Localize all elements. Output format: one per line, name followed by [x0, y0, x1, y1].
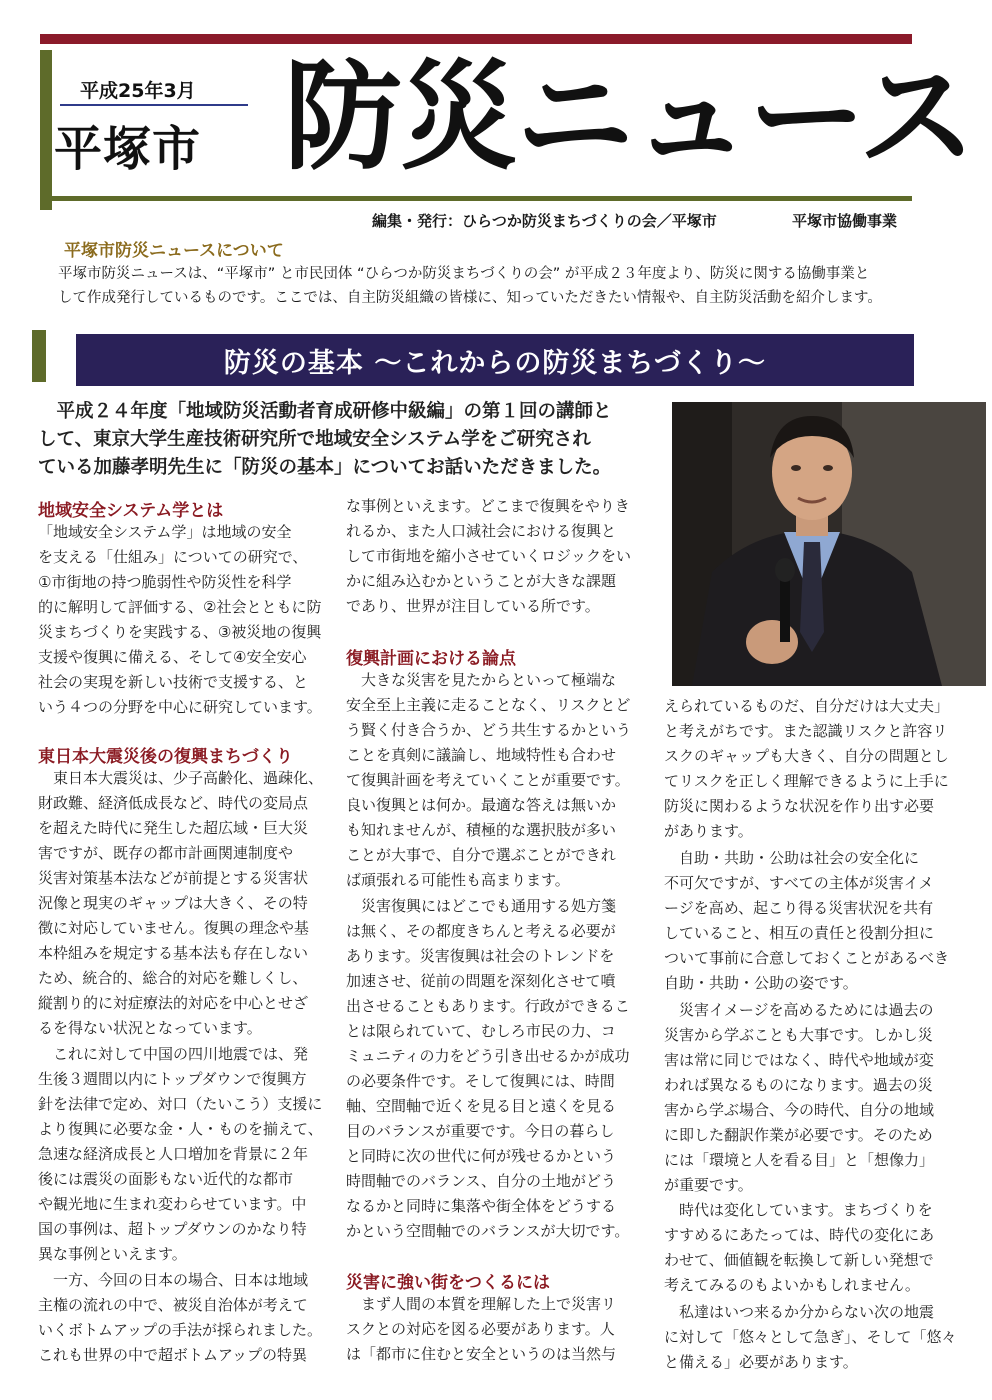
heading-reconstruction-planning: 復興計画における論点: [346, 649, 516, 669]
paragraph-regional-safety-systems: [38, 520, 338, 720]
lead-line: して、東京大学生産技術研究所で地域安全システム学をご研究され: [38, 429, 591, 450]
text-line: 時間軸でのバランス、自分の土地がどう: [346, 1172, 617, 1190]
text-line: 出させることもあります。行政ができるこ: [346, 997, 630, 1015]
text-line: 考えてみるのもよいかもしれません。: [664, 1276, 920, 1294]
text-line: 害ですが、既存の都市計画関連制度や: [38, 844, 294, 862]
text-line: 支援や復興に備える、そして④安全安心: [38, 648, 307, 666]
paragraph-reconstruction-1: [38, 766, 338, 1041]
text-line: 害は常に同じではなく、時代や地域が変: [664, 1051, 934, 1069]
about-line: 平塚市防災ニュースは、“平塚市” と市民団体 “ひらつか防災まちづくりの会” が平成２３年度より、防災に関する協働事業と: [58, 266, 870, 282]
text-line: なるかと同時に集落や街全体をどうする: [346, 1197, 617, 1215]
text-line: 的に解明して評価する、②社会とともに防: [38, 598, 322, 616]
text-line: して市街地を縮小させていくロジックをい: [346, 547, 632, 565]
text-line: かに組み込むかということが大きな課題: [346, 572, 617, 590]
text-line: 目のバランスが重要です。今日の暮らし: [346, 1122, 615, 1140]
text-line: 急速な経済成長と人口増加を背景に２年: [38, 1145, 309, 1163]
city-name: 平塚市: [54, 121, 202, 177]
text-line: 「地域安全システム学」は地域の安全: [38, 523, 292, 541]
publisher-line: 編集・発行：ひらつか防災まちづくりの会／平塚市: [372, 212, 717, 230]
text-line: 後には震災の面影もない近代的な都市: [38, 1170, 294, 1188]
newsletter-title: 防災ニュース: [284, 48, 975, 186]
paragraph-reconstruction-2: [38, 1042, 338, 1267]
text-line: であり、世界が注目している所です。: [346, 597, 600, 615]
text-line: 徴に対応していません。復興の理念や基: [38, 919, 309, 937]
text-line: や観光地に生まれ変わらせています。中: [38, 1195, 307, 1213]
text-line: 針を法律で定め、対口（たいこう）支援に: [38, 1095, 323, 1113]
text-line: 財政難、経済低成長など、時代の変局点: [38, 794, 309, 812]
text-line: 災害イメージを高めるためには過去の: [679, 1001, 934, 1019]
text-line: 一方、今回の日本の場合、日本は地域: [53, 1271, 309, 1289]
text-line: われば異なるものになります。過去の災: [664, 1076, 933, 1094]
text-line: を支える「仕組み」についての研究で、: [38, 548, 308, 566]
heading-great-east-japan-reconstruction: 東日本大震災後の復興まちづくり: [38, 747, 293, 767]
text-line: 時代は変化しています。まちづくりを: [679, 1201, 933, 1219]
text-line: 東日本大震災は、少子高齢化、過疎化、: [53, 769, 324, 787]
text-line: 良い復興とは何か。最適な答えは無いか: [346, 796, 617, 814]
text-line: ①市街地の持つ脆弱性や防災性を科学: [38, 573, 292, 591]
text-line: 本枠組みを規定する基本法も存在しない: [38, 944, 309, 962]
text-line: と考えがちです。また認識リスクと許容リ: [664, 722, 948, 740]
text-line: より復興に必要な金・人・ものを揃えて、: [38, 1120, 323, 1138]
paragraph-planning-1: [346, 668, 636, 893]
text-line: いう４つの分野を中心に研究しています。: [38, 698, 322, 716]
text-line: な事例といえます。どこまで復興をやりき: [346, 497, 630, 515]
text-line: ことが大事で、自分で選ぶことができれ: [346, 846, 616, 864]
header-top-bar: [40, 34, 912, 44]
text-line: に即した翻訳作業が必要です。そのため: [664, 1126, 933, 1144]
lecturer-illustration: [672, 402, 986, 686]
text-line: ため、統合的、総合的対応を難しくし、: [38, 969, 308, 987]
text-line: あります。災害復興は社会のトレンドを: [346, 947, 615, 965]
date-underline: [60, 104, 248, 106]
paragraph-risk-5: [664, 1300, 960, 1375]
text-line: るを得ない状況となっています。: [38, 1019, 262, 1037]
lead-paragraph: [38, 398, 638, 482]
text-line: と同時に次の世代に何が残せるかという: [346, 1147, 617, 1165]
text-line: ついて事前に合意しておくことがあるべき: [664, 949, 950, 967]
text-line: 自助・共助・公助は社会の安全化に: [679, 849, 920, 867]
text-line: 社会の実現を新しい技術で支援する、と: [38, 673, 309, 691]
paragraph-planning-2: [346, 894, 636, 1244]
section-title: 防災の基本 〜これからの防災まちづくり〜: [76, 334, 914, 386]
header-left-accent: [40, 50, 52, 210]
text-line: を超えた時代に発生した超広域・巨大災: [38, 819, 309, 837]
text-line: の必要条件です。そして復興には、時間: [346, 1072, 615, 1090]
header-bottom-rule: [52, 196, 912, 201]
text-line: ミュニティの力をどう引き出せるかが成功: [346, 1047, 630, 1065]
text-line: 生後３週間以内にトップダウンで復興方: [38, 1070, 307, 1088]
paragraph-reconstruction-3: [38, 1268, 338, 1368]
text-line: は無く、その都度きちんと考える必要が: [346, 922, 616, 940]
text-line: 災害から学ぶことも大事です。しかし災: [664, 1026, 933, 1044]
text-line: 況像と現実のギャップは大きく、その特: [38, 894, 308, 912]
lead-line: ている加藤孝明先生に「防災の基本」についてお話いただきました。: [38, 457, 612, 478]
text-line: には「環境と人を看る目」と「想像力」: [664, 1151, 935, 1169]
paragraph-risk-4: [664, 1198, 960, 1298]
section-marker: [32, 330, 46, 382]
paragraph-resilient-city: [346, 1292, 636, 1367]
text-line: 災害対策基本法などが前提とする災害状: [38, 869, 309, 887]
lead-line: 平成２４年度「地域防災活動者育成研修中級編」の第１回の講師と: [38, 401, 612, 422]
text-line: 大きな災害を見たからといって極端な: [361, 671, 617, 689]
text-line: とは限られていて、むしろ市民の力、コ: [346, 1022, 616, 1040]
text-line: てリスクを正しく理解できるように上手に: [664, 772, 949, 790]
text-line: う賢く付き合うか、どう共生するかという: [346, 721, 632, 739]
text-line: に対して「悠々として急ぎ」、そして「悠々: [664, 1328, 957, 1346]
lecturer-photo: [672, 402, 986, 686]
text-line: が重要です。: [664, 1176, 753, 1194]
text-line: ば頑張れる可能性も高まります。: [346, 871, 570, 889]
text-line: スクとの対応を図る必要があります。人: [346, 1320, 615, 1338]
about-line: して作成発行しているものです。ここでは、自主防災組織の皆様に、知っていただきたい情報や、自主防災活動を紹介します。: [58, 290, 882, 306]
text-line: いくボトムアップの手法が採られました。: [38, 1321, 322, 1339]
paragraph-risk-2: [664, 846, 960, 996]
text-line: 害から学ぶ場合、今の時代、自分の地域: [664, 1101, 935, 1119]
text-line: て復興計画を考えていくことが重要です。: [346, 771, 630, 789]
text-line: スクのギャップも大きく、自分の問題とし: [664, 747, 949, 765]
text-line: と備える」必要があります。: [664, 1353, 858, 1371]
text-line: 縦割り的に対症療法的対応を中心とせざ: [38, 994, 309, 1012]
text-line: は「都市に住むと安全というのは当然与: [346, 1345, 617, 1363]
text-line: ことを真剣に議論し、地域特性も合わせ: [346, 746, 617, 764]
about-heading: 平塚市防災ニュースについて: [64, 241, 284, 261]
paragraph-risk-1: [664, 694, 960, 844]
cooperation-label: 平塚市協働事業: [792, 212, 898, 230]
text-line: 防災に関わるような状況を作り出す必要: [664, 797, 935, 815]
text-line: も知れませんが、積極的な選択肢が多い: [346, 821, 617, 839]
text-line: まず人間の本質を理解した上で災害リ: [361, 1295, 617, 1313]
text-line: ージを高め、起こり得る災害状況を共有: [664, 899, 934, 917]
text-line: わせて、価値観を転換して新しい発想で: [664, 1251, 934, 1269]
text-line: かという空間軸でのバランスが大切です。: [346, 1222, 630, 1240]
text-line: があります。: [664, 822, 753, 840]
text-line: れるか、また人口減社会における復興と: [346, 522, 617, 540]
text-line: 加速させ、従前の問題を深刻化させて噴: [346, 972, 616, 990]
text-line: 災害復興にはどこでも通用する処方箋: [361, 897, 617, 915]
heading-regional-safety-systems: 地域安全システム学とは: [38, 501, 224, 521]
text-line: 異な事例といえます。: [38, 1245, 187, 1263]
text-line: 自助・共助・公助の姿です。: [664, 974, 858, 992]
text-line: 軸、空間軸で近くを見る目と遠くを見る: [346, 1097, 617, 1115]
text-line: 主権の流れの中で、被災自治体が考えて: [38, 1296, 308, 1314]
text-line: 安全至上主義に走ることなく、リスクとど: [346, 696, 631, 714]
paragraph-risk-3: [664, 998, 960, 1198]
text-line: これに対して中国の四川地震では、発: [53, 1045, 309, 1063]
text-line: 災まちづくりを実践する、③被災地の復興: [38, 623, 322, 641]
text-line: していること、相互の責任と役割分担に: [664, 924, 935, 942]
heading-disaster-resilient-city: 災害に強い街をつくるには: [346, 1273, 550, 1293]
text-line: 国の事例は、超トップダウンのかなり特: [38, 1220, 307, 1238]
text-line: えられているものだ、自分だけは大丈夫」: [664, 697, 950, 715]
text-line: これも世界の中で超ボトムアップの特異: [38, 1346, 307, 1364]
text-line: すすめるにあたっては、時代の変化にあ: [664, 1226, 935, 1244]
about-text: [58, 262, 928, 310]
issue-date: 平成25年3月: [80, 80, 196, 102]
paragraph-continued: [346, 494, 636, 619]
text-line: 私達はいつ来るか分からない次の地震: [679, 1303, 935, 1321]
text-line: 不可欠ですが、すべての主体が災害イメ: [664, 874, 934, 892]
